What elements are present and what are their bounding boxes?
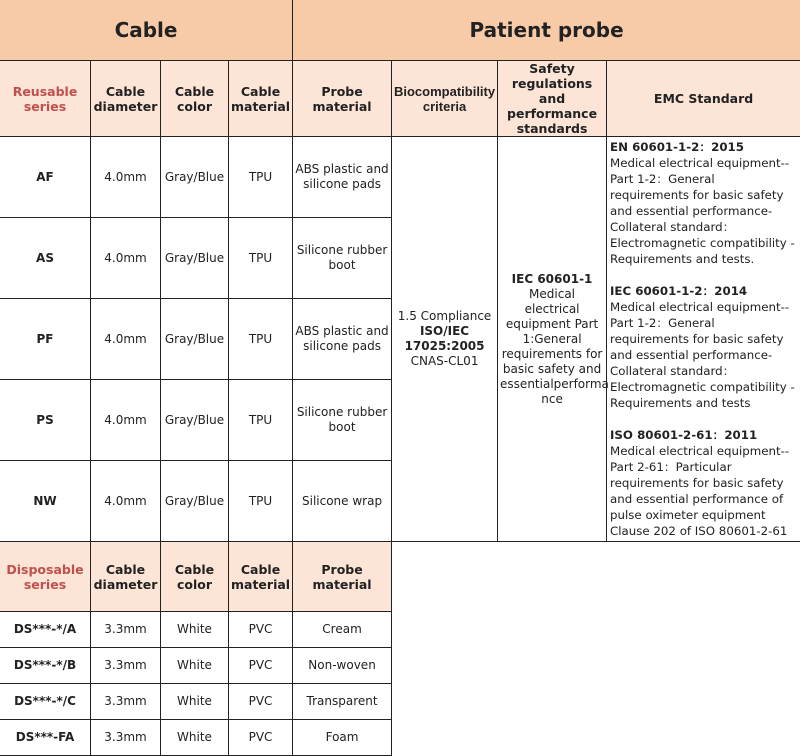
header-cable-color: Cable color [161,61,229,137]
emc-standard-title: IEC 60601-1-2：2014 [610,284,748,298]
table-row [0,720,800,756]
cable-diameter: 4.0mm [91,461,161,542]
header-cable-diameter: Cable diameter [91,542,161,612]
cable-color: White [161,648,229,684]
probe-material: Cream [293,612,392,648]
emc-cell [607,137,800,542]
cable-material: PVC [229,648,293,684]
spacer [610,267,797,283]
cable-color: Gray/Blue [161,218,229,299]
cable-material: PVC [229,684,293,720]
cable-diameter: 4.0mm [91,299,161,380]
cable-material: TPU [229,461,293,542]
cable-material: TPU [229,299,293,380]
probe-material: ABS plastic and silicone pads [293,137,392,218]
cable-material: TPU [229,137,293,218]
cable-color: Gray/Blue [161,299,229,380]
series-code: AF [0,137,91,218]
cable-diameter: 4.0mm [91,380,161,461]
table-row [0,648,800,684]
spacer [610,411,797,427]
table-row [0,612,800,648]
series-code: AS [0,218,91,299]
header-disposable-series: Disposable series [0,542,91,612]
bio-standard: ISO/IEC 17025:2005 [404,324,485,353]
series-code: PS [0,380,91,461]
header-cable-color: Cable color [161,542,229,612]
header-cable-material: Cable material [229,542,293,612]
cable-color: Gray/Blue [161,461,229,542]
table-row [0,137,800,218]
series-code: NW [0,461,91,542]
header-cable-diameter: Cable diameter [91,61,161,137]
cable-color: Gray/Blue [161,137,229,218]
safety-title: IEC 60601-1 [511,271,593,286]
cable-diameter: 3.3mm [91,720,161,756]
bio-line: CNAS-CL01 [410,354,479,368]
emc-standard-text: Medical electrical equipment--Part 1-2：General requirements for basic safety and essential performance-Collateral standard：Electromagnetic compatibility - Requirements and tests [610,300,795,410]
series-code: DS***-*/A [0,612,91,648]
cable-material: TPU [229,380,293,461]
probe-material: Silicone wrap [293,461,392,542]
cable-diameter: 3.3mm [91,684,161,720]
biocompatibility-cell [392,137,498,542]
cable-color: White [161,684,229,720]
series-code: DS***-*/B [0,648,91,684]
emc-standard-title: EN 60601-1-2：2015 [610,140,744,154]
cable-diameter: 4.0mm [91,218,161,299]
probe-material: Silicone rubber boot [293,218,392,299]
table-row [0,684,800,720]
probe-material: Transparent [293,684,392,720]
safety-text: Medical electrical equipment Part 1:General requirements for basic safety and essentialperforma nce [500,286,609,406]
cable-diameter: 3.3mm [91,648,161,684]
safety-cell [498,137,607,542]
header-reusable-series: Reusable series [0,61,91,137]
emc-standard-text: Medical electrical equipment--Part 2-61：Particular requirements for basic safety and essential performance of pulse oximeter equipment Clause 202 of ISO 80601-2-61 [610,444,790,538]
cable-diameter: 4.0mm [91,137,161,218]
header-emc: EMC Standard [607,61,800,137]
series-code: PF [0,299,91,380]
series-code: DS***-FA [0,720,91,756]
header-cable-material: Cable material [229,61,293,137]
emc-standard-title: ISO 80601-2-61：2011 [610,428,758,442]
header-probe-material: Probe material [293,542,392,612]
probe-material: ABS plastic and silicone pads [293,299,392,380]
series-code: DS***-*/C [0,684,91,720]
cable-diameter: 3.3mm [91,612,161,648]
group-cable: Cable [0,0,293,61]
bio-line: 1.5 Compliance [397,309,492,323]
header-biocompatibility: Biocompatibility criteria [392,61,498,137]
probe-material: Foam [293,720,392,756]
probe-material: Silicone rubber boot [293,380,392,461]
probe-material: Non-woven [293,648,392,684]
emc-standard-text: Medical electrical equipment--Part 1-2：General requirements for basic safety and essential performance-Collateral standard：Electromagnetic compatibility - Requirements and tests. [610,156,795,266]
cable-material: TPU [229,218,293,299]
cable-color: White [161,612,229,648]
header-probe-material: Probe material [293,61,392,137]
cable-material: PVC [229,720,293,756]
header-safety: Safety regulations and performance standards [498,61,607,137]
cable-material: PVC [229,612,293,648]
cable-color: White [161,720,229,756]
cable-color: Gray/Blue [161,380,229,461]
group-patient-probe: Patient probe [293,0,800,61]
